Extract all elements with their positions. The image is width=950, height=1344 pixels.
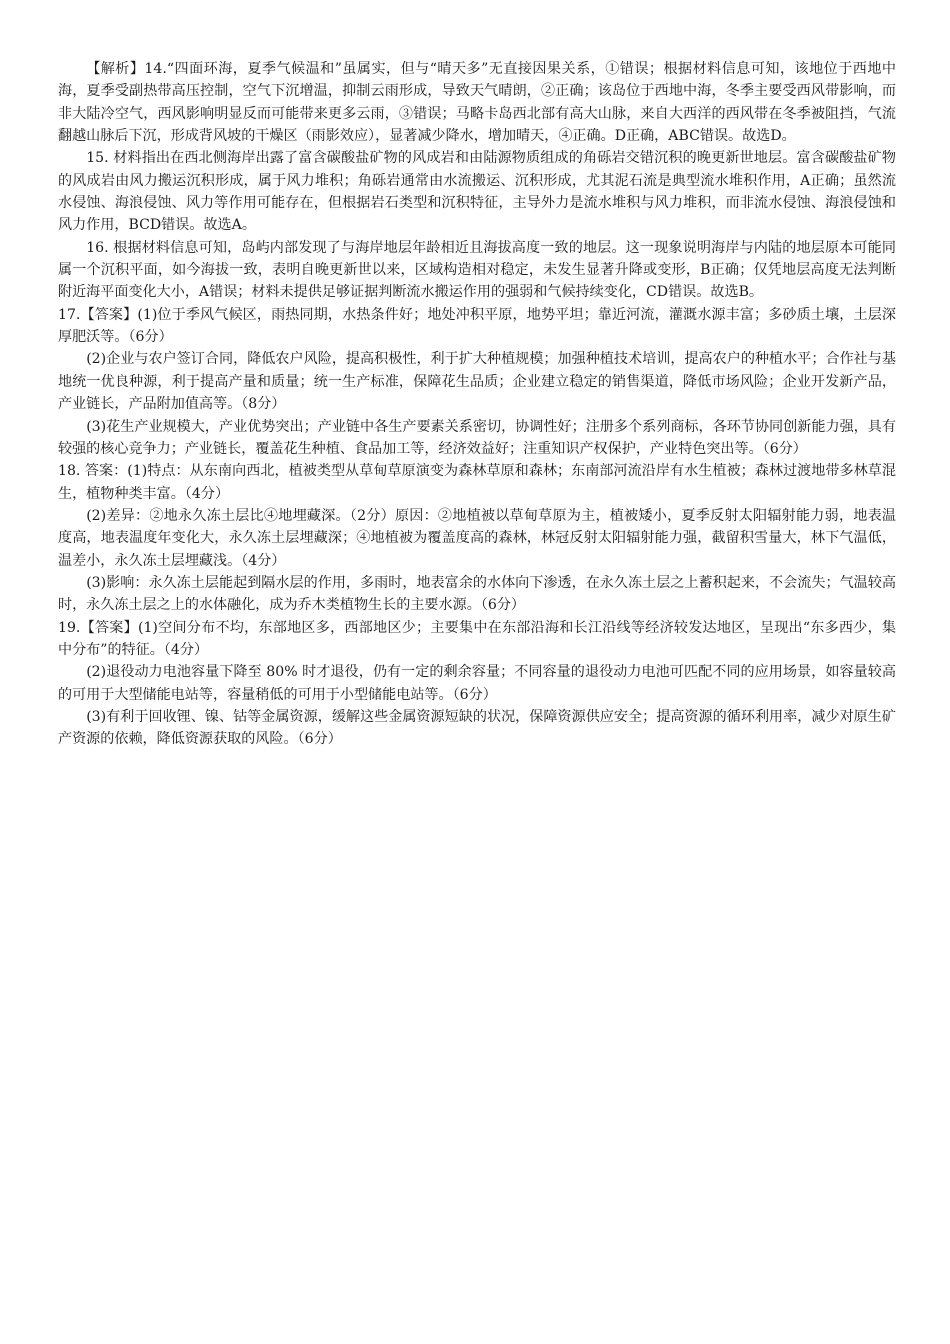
answer-14-explanation: 【解析】14.“四面环海，夏季气候温和”虽属实，但与“晴天多”无直接因果关系，①错误；根据材料信息可知，该地位于西地中海，夏季受副热带高压控制，空气下沉增温，抑制云雨形成，导致天气晴朗，②正确；该岛位于西地中海，冬季主要受西风带影响，而非大陆冷空气，西风影响明显反而可能带来更多云雨，③错误；马略卡岛西北部有高大山脉，来自大西洋的西风带在冬季被阻挡，气流翻越山脉后下沉，形成背风坡的干燥区（雨影效应），显著减少降水，增加晴天，④正确。D正确，ABC错误。故选D。 (58, 61, 896, 145)
answer-18-part-1: 18. 答案：(1)特点：从东南向西北，植被类型从草甸草原演变为森林草原和森林；东南部河流沿岸有水生植被；森林过渡地带多林草混生，植物种类丰富。（4分） (58, 463, 896, 502)
answer-17-part-3: (3)花生产业规模大，产业优势突出；产业链中各生产要素关系密切，协调性好；注册多个系列商标，各环节协同创新能力强，具有较强的核心竞争力；产业链长，覆盖花生种植、食品加工等，经济效益好；注重知识产权保护，产业特色突出等。（6分） (58, 418, 896, 457)
answer-18-part-2: (2)差异：②地永久冻土层比④地埋藏深。（2分）原因：②地植被以草甸草原为主，植被矮小，夏季反射太阳辐射能力弱，地表温度高，地表温度年变化大，永久冻土层埋藏深；④地植被为覆盖度高的森林，林冠反射太阳辐射能力强，截留积雪量大，林下气温低，温差小，永久冻土层埋藏浅。（4分） (58, 507, 896, 569)
answer-19-part-2: (2)退役动力电池容量下降至 80% 时才退役，仍有一定的剩余容量；不同容量的退役动力电池可匹配不同的应用场景，如容量较高的可用于大型储能电站等，容量稍低的可用于小型储能电站等。（6分） (58, 664, 896, 703)
answer-19-part-3: (3)有利于回收锂、镍、钴等金属资源，缓解这些金属资源短缺的状况，保障资源供应安全；提高资源的循环利用率，减少对原生矿产资源的依赖，降低资源获取的风险。（6分） (58, 708, 896, 748)
answer-17-part-2: (2)企业与农户签订合同，降低农户风险，提高积极性，利于扩大种植规模；加强种植技术培训，提高农户的种植水平；合作社与基地统一优良种源，利于提高产量和质量；统一生产标准，保障花生品质；企业建立稳定的销售渠道，降低市场风险；企业开发新产品，产业链长，产品附加值高等。（8分） (58, 351, 896, 413)
answer-19-part-1: 19.【答案】(1)空间分布不均，东部地区多，西部地区少；主要集中在东部沿海和长江沿线等经济较发达地区，呈现出“东多西少，集中分布”的特征。（4分） (58, 619, 896, 658)
answer-16-explanation: 16. 根据材料信息可知，岛屿内部发现了与海岸地层年龄相近且海拔高度一致的地层。这一现象说明海岸与内陆的地层原本可能同属一个沉积平面，如今海拔一致，表明自晚更新世以来，区域构造相对稳定，未发生显著升降或变形，B正确；仅凭地层高度无法判断附近海平面变化大小，A错误；材料未提供足够证据判断流水搬运作用的强弱和气候持续变化，CD错误。故选B。 (58, 239, 896, 301)
answer-15-explanation: 15. 材料指出在西北侧海岸出露了富含碳酸盐矿物的风成岩和由陆源物质组成的角砾岩交错沉积的晚更新世地层。富含碳酸盐矿物的风成岩由风力搬运沉积形成，属于风力堆积；角砾岩通常由水流搬运、沉积形成，尤其泥石流是典型流水堆积作用，A正确；虽然流水侵蚀、海浪侵蚀、风力等作用可能存在，但根据岩石类型和沉积特征，主导外力是流水堆积与风力堆积，而非流水侵蚀、海浪侵蚀和风力作用，BCD错误。故选A。 (58, 150, 896, 234)
answer-17-part-1: 17.【答案】(1)位于季风气候区，雨热同期，水热条件好；地处冲积平原，地势平坦；靠近河流，灌溉水源丰富；多砂质土壤，土层深厚肥沃等。（6分） (58, 306, 896, 346)
answer-document (58, 58, 896, 751)
answer-18-part-3: (3)影响：永久冻土层能起到隔水层的作用，多雨时，地表富余的水体向下渗透，在永久冻土层之上蓄积起来，不会流失；气温较高时，永久冻土层之上的水体融化，成为乔木类植物生长的主要水源。（6分） (58, 574, 896, 614)
